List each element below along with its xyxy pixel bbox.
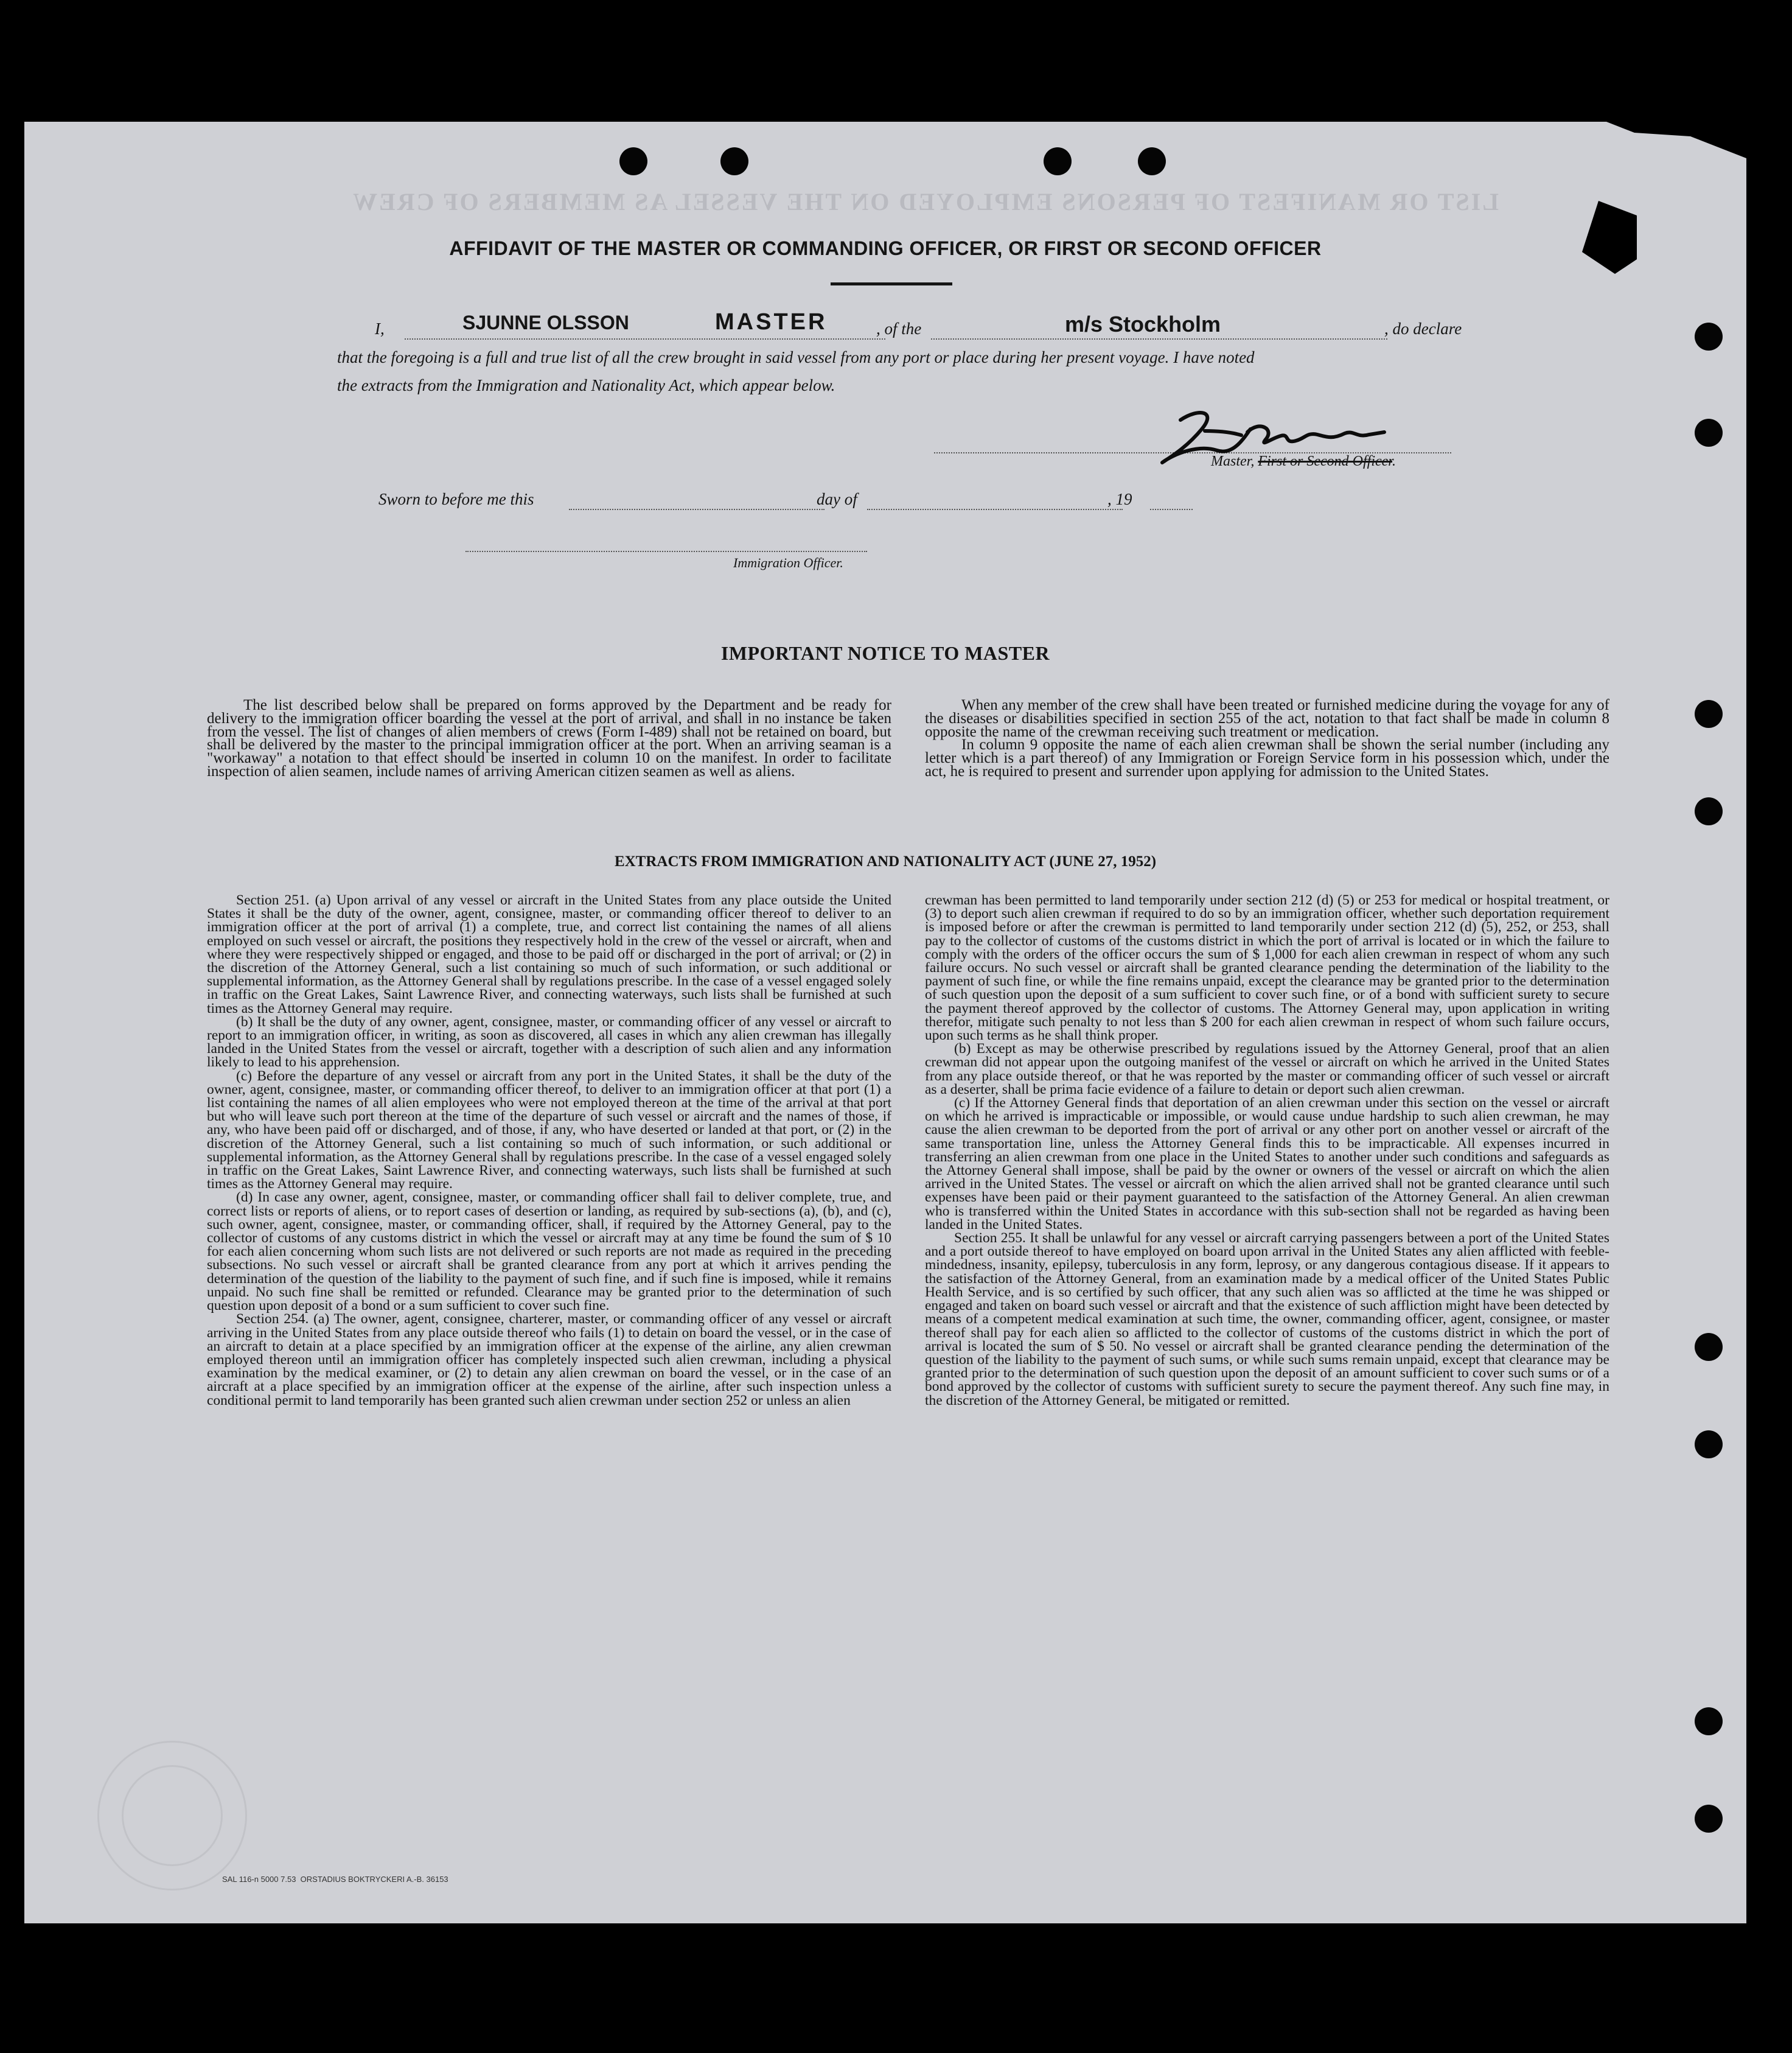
punch-hole (720, 147, 748, 175)
punch-hole (1695, 419, 1723, 447)
punch-hole (619, 147, 647, 175)
faded-header: LIST OR MANIFEST OF PERSONS EMPLOYED ON THE VESSEL AS MEMBERS OF CREW (351, 188, 1499, 215)
section-251c: (c) Before the departure of any vessel or aircraft from any port in the United States, it shall be the duty of the owner, agent, consignee, master, or commanding officer thereof, to deliver to an immigration officer at that port (1) a list containing the names of all alien employees who were not employed thereon at the time of the arrival at that port but who will leave such port thereon at the time of the departure of such vessel or aircraft and the names of those, if any, who have been paid off or discharged, and of those, if any, who have deserted or landed at that port, or (2) in the discretion of the Attorney General, such a list containing so much of such information, or such additional or supplemental information, as the Attorney General shall by regulations prescribe. In the case of a vessel engaged solely in traffic on the Great Lakes, Saint Lawrence River, and connecting waterways, such lists shall be furnished at such times as the Attorney General may require. (207, 1068, 891, 1192)
document-page (24, 122, 1746, 1923)
punch-hole (1695, 797, 1723, 825)
punch-hole (1695, 1805, 1723, 1833)
declaration-i: I, (375, 320, 385, 338)
name-line (405, 338, 885, 340)
notice-title: IMPORTANT NOTICE TO MASTER (720, 642, 1050, 664)
punch-hole (1138, 147, 1166, 175)
section-254b: (b) Except as may be otherwise prescribed by regulations issued by the Attorney General, proof that an alien crewman did not appear upon the outgoing manifest of the vessel or aircraft on which he arrived in the United States from any place outside thereof, or that he was reported by the master or commanding officer of such vessel or aircraft as a deserter, shall be prima facie evidence of a failure to detain or deport such alien crewman. (925, 1041, 1609, 1097)
section-255: Section 255. It shall be unlawful for any vessel or aircraft carrying passengers between a port of the United States and a port outside thereof to have employed on board upon arrival in the United States any alien afflicted with feeble-mindedness, insanity, epilepsy, tuberculosis in any form, leprosy, or any dangerous contagious disease. If it appears to the satisfaction of the Attorney General, from an examination made by a medical officer of the United States Public Health Service, and is so certified by such officer, that any such alien was so afflicted at the time he was shipped or engaged and taken on board such vessel or aircraft and that the existence of such affliction might have been detected by means of a competent medical examination at such time, the owner, commanding officer, agent, consignee, or master thereof shall pay for each alien so afflicted to the collector of customs of the customs district in which the port of arrival is located the sum of $ 50. No vessel or aircraft shall be granted clearance pending the determination of the question of the liability to the payment of such sums, or while such sums remain unpaid, except that clearance may be granted prior to the determination of such question upon the deposit of an amount sufficient to cover such sums or of a bond approved by the collector of customs with sufficient surety to secure the payment thereof. Any such fine may, in the discretion of the Attorney General, be mitigated or remitted. (925, 1230, 1609, 1408)
punch-hole (1695, 1707, 1723, 1735)
declaration-line-3: the extracts from the Immigration and Nationality Act, which appear below. (337, 376, 835, 394)
embossed-seal-inner (122, 1765, 223, 1866)
section-251b: (b) It shall be the duty of any owner, agent, consignee, master, or commanding officer of any vessel or aircraft to report to an immigration officer, in writing, as soon as discovered, all cases in which any alien crewman has illegally landed in the United States from the vessel or aircraft, together with a description of such alien and any information likely to lead to his apprehension. (207, 1013, 891, 1071)
section-251a: Section 251. (a) Upon arrival of any vessel or aircraft in the United States from any place outside the United States it shall be the duty of the owner, agent, consignee, master, or commanding officer thereof to deliver to an immigration officer at the port of arrival (1) a complete, true, and correct list containing the names of all aliens employed on such vessel or aircraft, the positions they respectively hold in the crew of the vessel or aircraft, when and where they were respectively shipped or engaged, and those to be paid off or discharged in the port of arrival; or (2) in the discretion of the Attorney General, such a list containing so much of such information, or such additional or supplemental information, as the Attorney General shall by regulations prescribe. In the case of a vessel engaged solely in traffic on the Great Lakes, Saint Lawrence River, and connecting waterways, such lists shall be furnished at such times as the Attorney General may require. (207, 892, 891, 1016)
affidavit-title: AFFIDAVIT OF THE MASTER OR COMMANDING OFFICER, OR FIRST OR SECOND OFFICER (449, 237, 1322, 259)
master-rank: MASTER (715, 309, 828, 335)
torn-corner (1606, 122, 1746, 158)
section-254a: Section 254. (a) The owner, agent, consignee, charterer, master, or commanding officer of any vessel or aircraft arriving in the United States from any place outside thereof who fails (1) to detain on board the vessel, or in the case of an aircraft to detain at a place specified by an immigration officer at the expense of the airline, any alien crewman employed thereon until an immigration officer has completely inspected such alien crewman, including a physical examination by the medical examiner, or (2) to detain any alien crewman on board the vessel, or in the case of an aircraft at a place specified by an immigration officer at the expense of the airline, after such inspection unless a conditional permit to land temporarily has been granted such alien crewman under section 252 or unless an alien (207, 1311, 891, 1408)
sworn-label: Sworn to before me this (378, 490, 534, 508)
struck-officer-label: First or Second Officer (1258, 453, 1392, 469)
punch-hole (1695, 1430, 1723, 1458)
section-251d: (d) In case any owner, agent, consignee, master, or commanding officer shall fail to deliver complete, true, and correct lists or reports of aliens, or to report cases of desertion or landing, as required by sub-sections (a), (b), and (c), such owner, agent, consignee, master, or commanding officer, shall, if required by the Attorney General, pay to the collector of customs of any customs district in which the vessel or aircraft may at any time be found the sum of $ 10 for each alien concerning whom such lists are not delivered or such reports are not made as required in the preceding subsections. No such vessel or aircraft shall be granted clearance from any port at which it arrives pending the determination of the question of the liability to the payment of such fine, and if such fine is imposed, while it remains unpaid. No such fine shall be remitted or refunded. Clearance may be granted prior to the determination of such question upon deposit of a bond or a sum sufficient to cover such fine. (207, 1189, 891, 1314)
extracts-right-column (925, 894, 1609, 1407)
extracts-left-column (207, 894, 891, 1407)
declaration-line-2: that the foregoing is a full and true list of all the crew brought in said vessel from any port or place during her present voyage. I have noted (337, 348, 1255, 366)
title-underline (831, 282, 952, 285)
immigration-officer-label: Immigration Officer. (733, 555, 843, 570)
sworn-month-line (867, 509, 1123, 510)
punch-hole (1695, 1333, 1723, 1361)
section-254a-cont: crewman has been permitted to land temporarily under section 212 (d) (5) or 253 for medical or hospital treatment, or (3) to deport such alien crewman if required to do so by an immigration officer, whether such deportation requirement is imposed before or after the crewman is permitted to land temporarily under section 212 (d) (5), 252, or 253, shall pay to the collector of customs of the customs district in which the port of arrival is located or in which the failure to comply with the orders of the officer occurs the sum of $ 1,000 for each alien crewman in respect of whom any such failure occurs. No such vessel or aircraft shall be granted clearance pending the determination of the liability to the payment of such fine, or while the fine remains unpaid, except the clearance may be granted prior to the determination of such question upon the deposit of a sum sufficient to cover such fine, or of a bond with sufficient surety to secure the payment thereof approved by the collector of customs. The Attorney General may, upon application in writing therefor, mitigate such penalty to not less than $ 200 for each alien crewman in respect of whom such failure occurs, upon such terms as he shall think proper. (925, 892, 1609, 1044)
vessel-name: m/s Stockholm (1065, 312, 1221, 337)
master-name: SJUNNE OLSSON (462, 312, 629, 334)
year-label: , 19 (1107, 490, 1132, 508)
extracts-title: EXTRACTS FROM IMMIGRATION AND NATIONALITY ACT (JUNE 27, 1952) (614, 853, 1157, 870)
section-254c: (c) If the Attorney General finds that deportation of an alien crewman under this section on the vessel or aircraft on which he arrived is impracticable or impossible, or would cause undue hardship to such alien crewman, he may cause the alien crewman to be deported from the port of arrival or any other port on another vessel or aircraft of the same transportation line, unless the Attorney General finds this to be impracticable. All expenses incurred in transferring an alien crewman from one place in the United States to another under such conditions and safeguards as the Attorney General shall impose, shall be paid by the owner or owners of the vessel or aircraft on which the alien arrived in the United States. The vessel or aircraft on which the alien arrived shall not be granted clearance until such expenses have been paid or their payment guaranteed to the satisfaction of the Attorney General. An alien crewman who is transferred within the United States in accordance with this sub-section shall not be regarded as having been landed in the United States. (925, 1095, 1609, 1233)
notice-left-text: The list described below shall be prepared on forms approved by the Department and be ready for delivery to the immigration officer boarding the vessel at the port of arrival, and shall in no instance be taken from the vessel. The list of changes of alien members of crews (Form I-489) shall not be retained on board, but shall be delivered by the master to the principal immigration officer at the port. When an arriving seaman is a "workaway" a notation to that effect should be inserted in column 10 on the manifest. In order to facilitate inspection of alien seamen, include names of arriving American citizen seamen as well as aliens. (207, 697, 891, 780)
vessel-line (931, 338, 1387, 340)
sworn-year-line (1150, 509, 1193, 510)
punch-hole (1044, 147, 1072, 175)
day-of-label: day of (817, 490, 857, 508)
sworn-day-line (569, 509, 825, 510)
of-the-label: , of the (876, 320, 922, 338)
punch-hole (1695, 323, 1723, 351)
notice-right-text: When any member of the crew shall have been treated or furnished medicine during the voyage for any of the diseases or disabilities specified in section 255 of the act, notation to that fact shall be made in column 8 opposite the name of the crewman receiving such treatment or medication. In column 9 opposite the name of each alien crewman shall be shown the serial number (including any letter which is a part thereof) of any Immigration or Foreign Service form in his possession which, under the act, he is required to present and surrender upon applying for admission to the United States. (925, 697, 1609, 780)
officer-signature-line (465, 551, 867, 552)
punch-hole (1695, 700, 1723, 728)
master-label: Master, First or Second Officer. (1211, 453, 1396, 469)
form-code: SAL 116-n 5000 7.53 ORSTADIUS BOKTRYCKERI A.-B. 36153 (222, 1875, 448, 1884)
do-declare-label: , do declare (1384, 320, 1462, 338)
